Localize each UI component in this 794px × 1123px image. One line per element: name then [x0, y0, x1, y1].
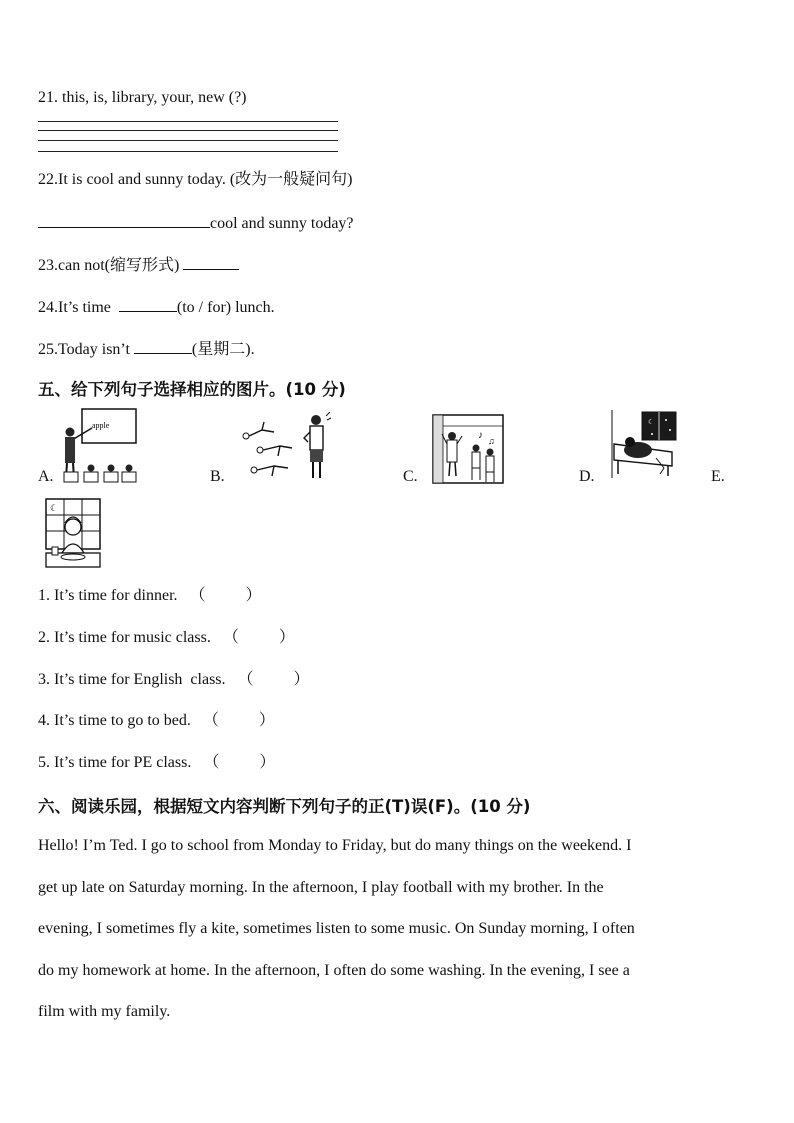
section-6-heading: 六、阅读乐园，根据短文内容判断下列句子的正(T)误(F)。(10 分) — [38, 797, 531, 816]
question-25-before: 25.Today isn’t — [38, 341, 130, 358]
question-22: 22.It is cool and sunny today. (改为一般疑问句) — [38, 171, 353, 188]
passage-line: Hello! I’m Ted. I go to school from Monday to Friday, but do many things on the weekend. I — [38, 837, 632, 854]
svg-text:☾: ☾ — [648, 418, 655, 426]
passage-line: do my homework at home. In the afternoon, I often do some washing. In the evening, I see a — [38, 961, 630, 979]
question-22-answer-row — [38, 212, 354, 234]
answer-line — [38, 121, 338, 122]
svg-text:♫: ♫ — [488, 436, 495, 446]
matching-item-2: 2. It’s time for music class. （ ） — [38, 629, 295, 646]
answer-blank[interactable] — [119, 296, 177, 312]
option-c-label: C. — [403, 468, 418, 485]
svg-text:☾: ☾ — [50, 503, 59, 513]
option-e-label: E. — [711, 468, 725, 485]
matching-item-3: 3. It’s time for English class. （ ） — [38, 671, 310, 688]
question-24-after: (to / for) lunch. — [176, 299, 275, 316]
question-23-row — [38, 254, 239, 276]
option-a-label: A. — [38, 468, 54, 485]
answer-line — [38, 140, 338, 141]
answer-blank[interactable] — [38, 212, 210, 228]
passage-line: film with my family. — [38, 1003, 171, 1020]
matching-item-4: 4. It’s time to go to bed. （ ） — [38, 712, 275, 729]
passage-line: evening, I sometimes fly a kite, sometimes listen to some music. On Sunday morning, I often — [38, 920, 635, 937]
matching-item-5: 5. It’s time for PE class. （ ） — [38, 754, 276, 771]
question-22-tail: cool and sunny today? — [210, 215, 354, 232]
answer-blank[interactable] — [134, 338, 192, 354]
passage-line: get up late on Saturday morning. In the afternoon, I play football with my brother. In the — [38, 878, 604, 896]
answer-line — [38, 130, 338, 131]
question-23: 23.can not(缩写形式) — [38, 257, 180, 274]
option-d-label: D. — [579, 468, 595, 485]
svg-text:♪: ♪ — [478, 430, 483, 441]
matching-item-1: 1. It’s time for dinner. （ ） — [38, 587, 262, 604]
board-word: apple — [92, 421, 110, 430]
answer-line — [38, 151, 338, 152]
question-24-row — [38, 296, 275, 318]
picture-a-english-class — [58, 406, 138, 486]
picture-d-bed-time — [608, 408, 678, 480]
question-25-row — [38, 338, 255, 360]
question-21: 21. this, is, library, your, new (?) — [38, 89, 247, 106]
picture-b-pe-class — [240, 412, 332, 484]
question-24-before: 24.It’s time — [38, 299, 111, 316]
reading-passage — [38, 825, 738, 1033]
question-25-after: (星期二). — [191, 341, 255, 358]
answer-blank[interactable] — [183, 254, 239, 270]
picture-e-dinner — [44, 497, 102, 569]
picture-c-music-class — [432, 414, 504, 484]
section-5-heading: 五、给下列句子选择相应的图片。(10 分) — [38, 380, 346, 399]
option-b-label: B. — [210, 468, 225, 485]
